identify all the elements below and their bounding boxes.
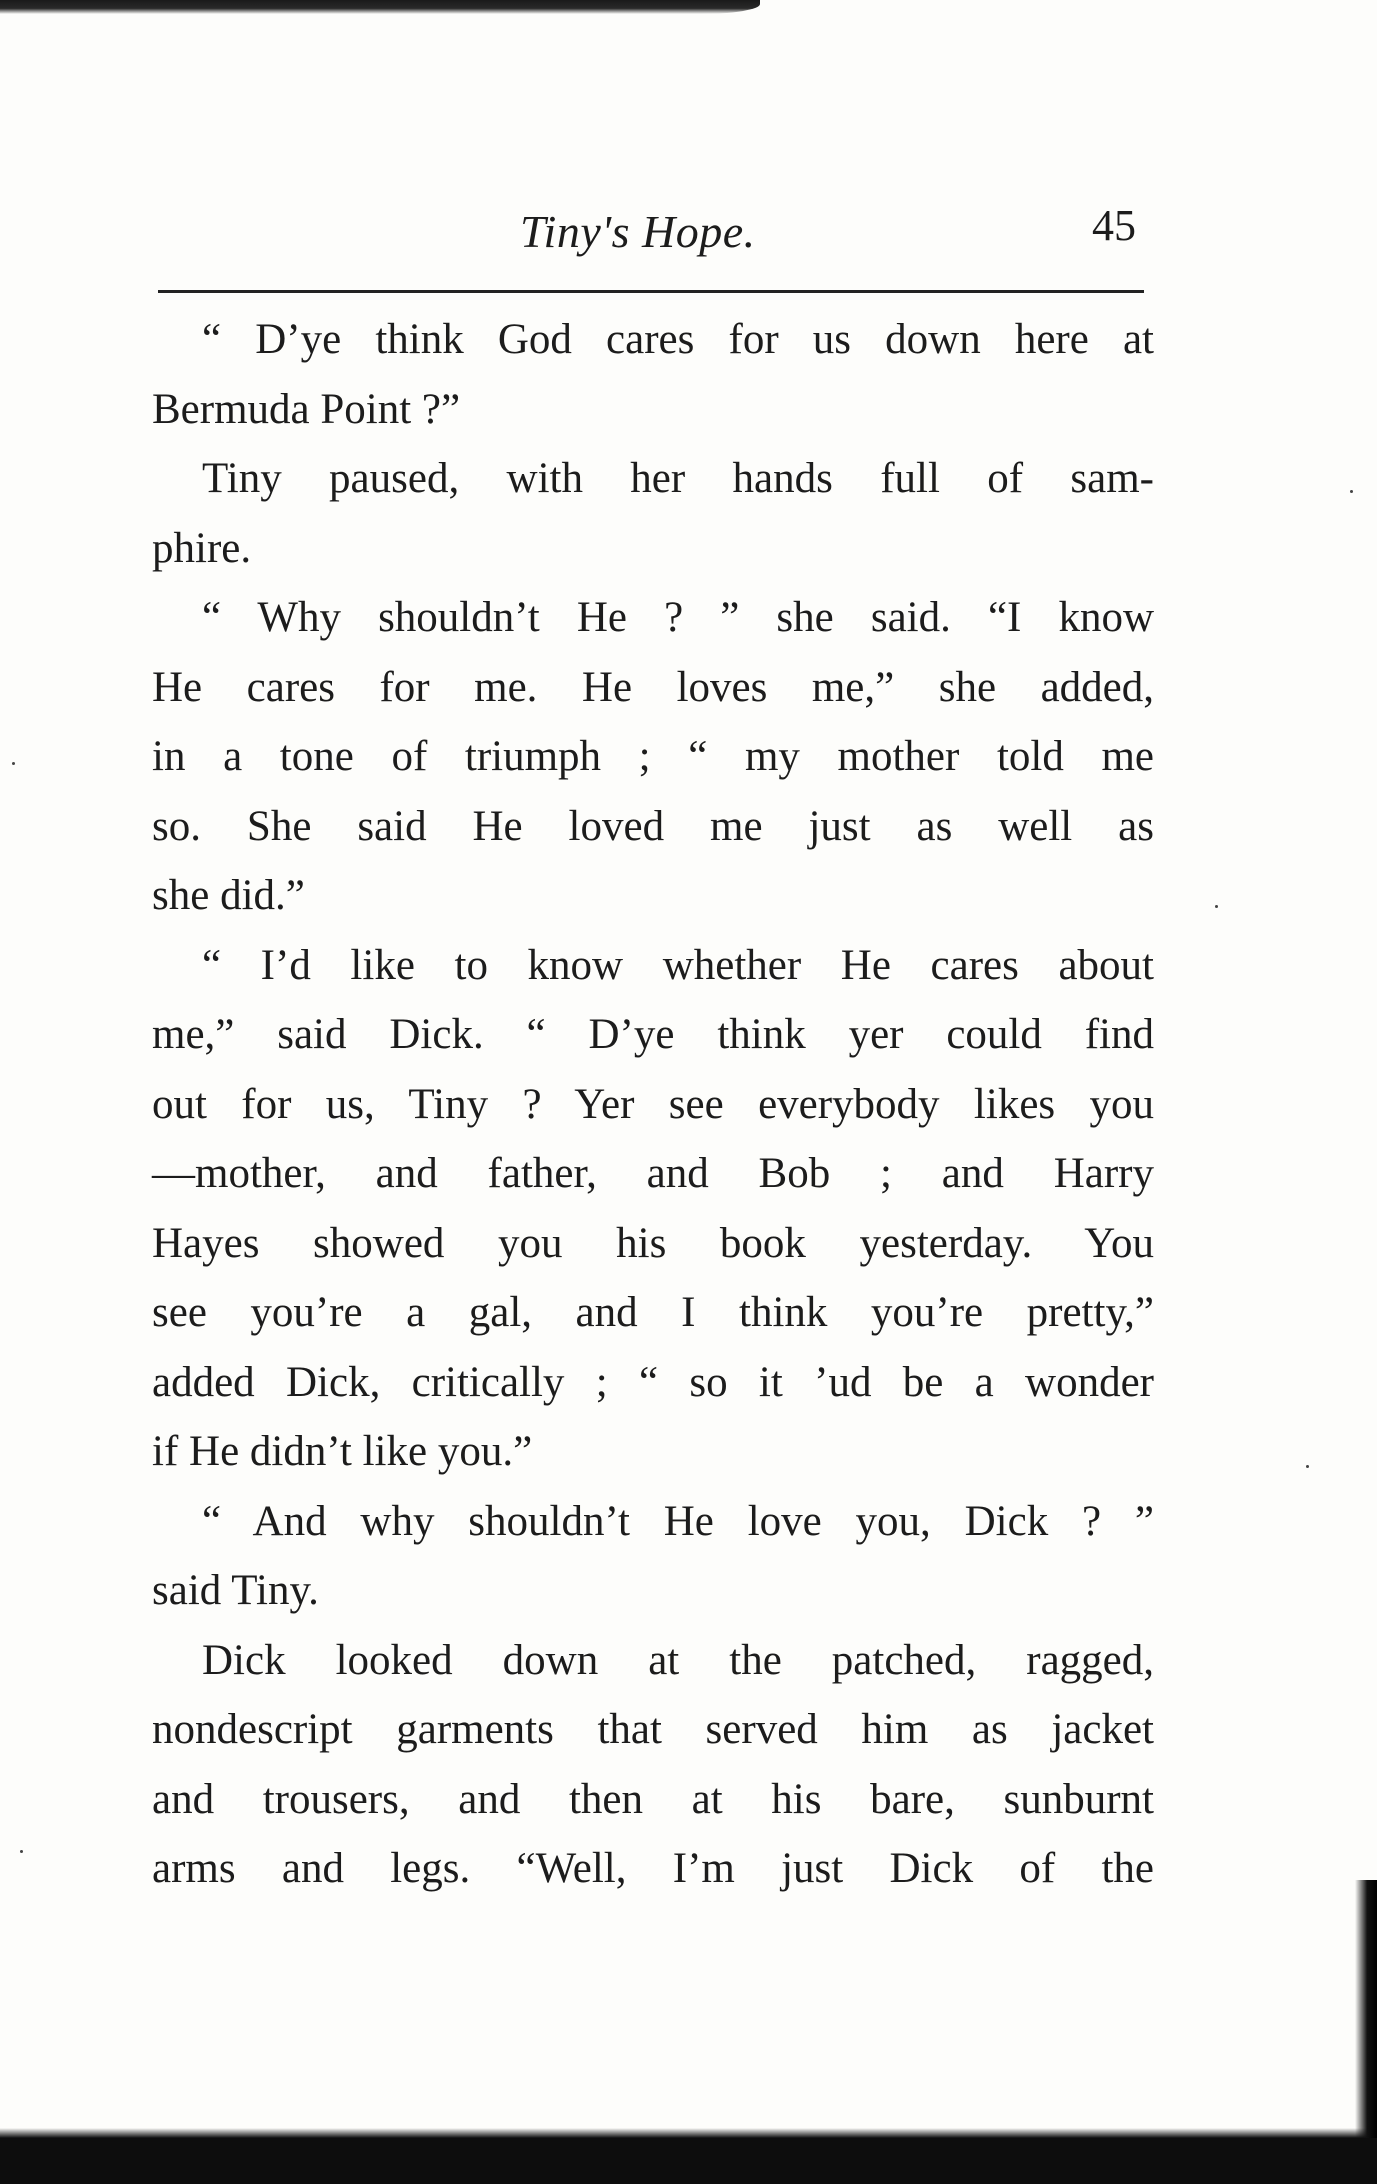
scan-speck (12, 762, 15, 765)
scan-bottom-fade (0, 2128, 1377, 2138)
scan-bottom-edge (0, 2138, 1377, 2184)
text-line: He cares for me. He loves me,” she added, (152, 663, 1154, 711)
text-line: said Tiny. (152, 1567, 319, 1614)
scan-speck (1306, 1465, 1309, 1468)
text-line: “ I’d like to know whether He cares about (202, 941, 1154, 989)
scan-right-edge (1355, 1880, 1377, 2138)
text-line: “ And why shouldn’t He love you, Dick ? ” (202, 1497, 1154, 1545)
text-line: and trousers, and then at his bare, sunburnt (152, 1775, 1154, 1823)
text-line: arms and legs. “Well, I’m just Dick of the (152, 1845, 1154, 1892)
text-line: Hayes showed you his book yesterday. You (152, 1219, 1154, 1267)
text-line: Dick looked down at the patched, ragged, (202, 1636, 1154, 1684)
scan-speck (20, 1850, 23, 1853)
text-line: —mother, and father, and Bob ; and Harry (152, 1150, 1154, 1197)
text-line: she did.” (152, 872, 305, 919)
text-line: “ Why shouldn’t He ? ” she said. “I know (202, 594, 1154, 641)
body-text (152, 305, 1154, 1904)
text-line: if He didn’t like you.” (152, 1428, 533, 1475)
text-line: added Dick, critically ; “ so it ’ud be a wonder (152, 1358, 1154, 1406)
text-line: phire. (152, 524, 252, 572)
header-rule (158, 290, 1144, 293)
page-number: 45 (1092, 201, 1136, 250)
text-line: see you’re a gal, and I think you’re pretty,” (152, 1289, 1154, 1336)
scan-top-edge (0, 0, 760, 14)
text-line: out for us, Tiny ? Yer see everybody likes you (152, 1080, 1154, 1128)
text-line: so. She said He loved me just as well as (152, 802, 1154, 850)
text-line: “ D’ye think God cares for us down here at (202, 316, 1154, 363)
text-line: me,” said Dick. “ D’ye think yer could find (152, 1011, 1154, 1058)
scan-speck (1350, 490, 1353, 493)
text-line: in a tone of triumph ; “ my mother told me (152, 733, 1154, 780)
text-line: nondescript garments that served him as jacket (152, 1706, 1154, 1753)
text-line: Tiny paused, with her hands full of sam- (202, 455, 1154, 502)
text-line: Bermuda Point ?” (152, 385, 461, 433)
running-head-title: Tiny's Hope. (520, 206, 756, 257)
scan-speck (1215, 905, 1218, 908)
